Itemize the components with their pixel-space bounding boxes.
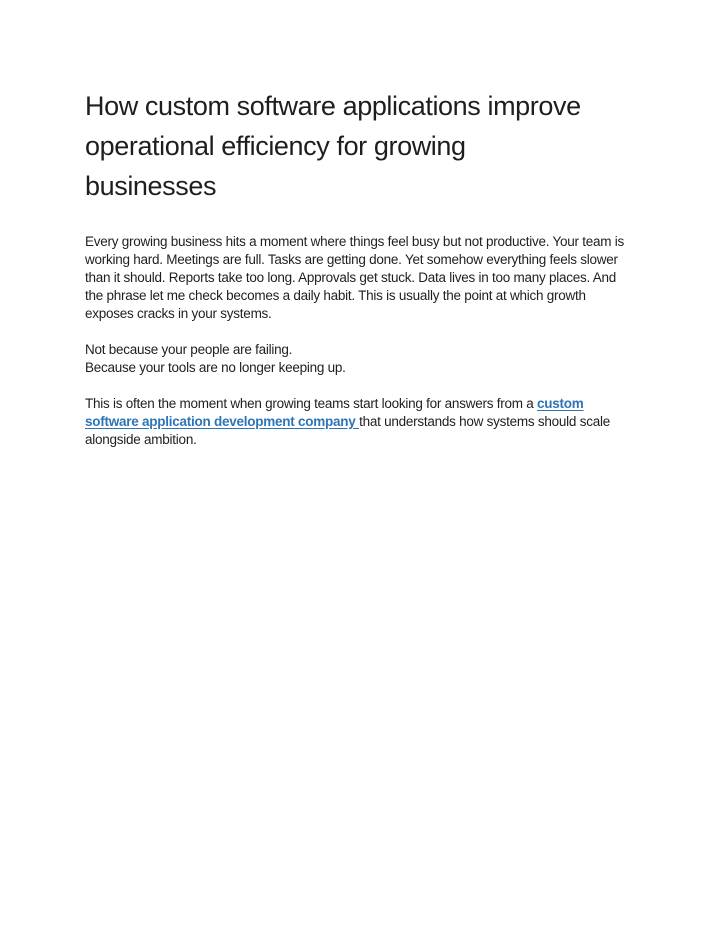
cta-text-before-link: This is often the moment when growing teams start looking for answers from a	[85, 396, 537, 411]
paragraph-emphasis	[85, 341, 645, 377]
paragraph-intro	[85, 233, 645, 323]
body-line: Every growing business hits a moment where things feel busy but not productive. Your team is	[85, 234, 625, 249]
body-line: Because your tools are no longer keeping up.	[85, 360, 346, 375]
page-title	[85, 86, 645, 206]
body-line	[85, 395, 645, 413]
link-text-part-2: software application development company	[85, 414, 360, 429]
document-content	[85, 86, 645, 449]
custom-software-company-link[interactable]	[85, 414, 359, 429]
body-line: Not because your people are failing.	[85, 342, 293, 357]
title-line-1: How custom software applications improve	[85, 91, 581, 121]
custom-software-company-link[interactable]	[537, 396, 584, 411]
body-line: exposes cracks in your systems.	[85, 306, 272, 321]
body-line	[85, 413, 645, 431]
title-line-3: businesses	[85, 171, 217, 201]
paragraph-cta	[85, 395, 645, 449]
title-line-2: operational efficiency for growing	[85, 131, 466, 161]
link-text-part-1: custom	[536, 396, 584, 411]
cta-text-last-line: alongside ambition.	[85, 432, 197, 447]
body-line: the phrase let me check becomes a daily habit. This is usually the point at which growth	[85, 288, 586, 303]
body-line	[85, 431, 645, 449]
body-line: than it should. Reports take too long. Approvals get stuck. Data lives in too many places. And	[85, 270, 617, 285]
cta-text-after-link: that understands how systems should scale	[359, 414, 610, 429]
body-line: working hard. Meetings are full. Tasks are getting done. Yet somehow everything feels slower	[85, 252, 618, 267]
